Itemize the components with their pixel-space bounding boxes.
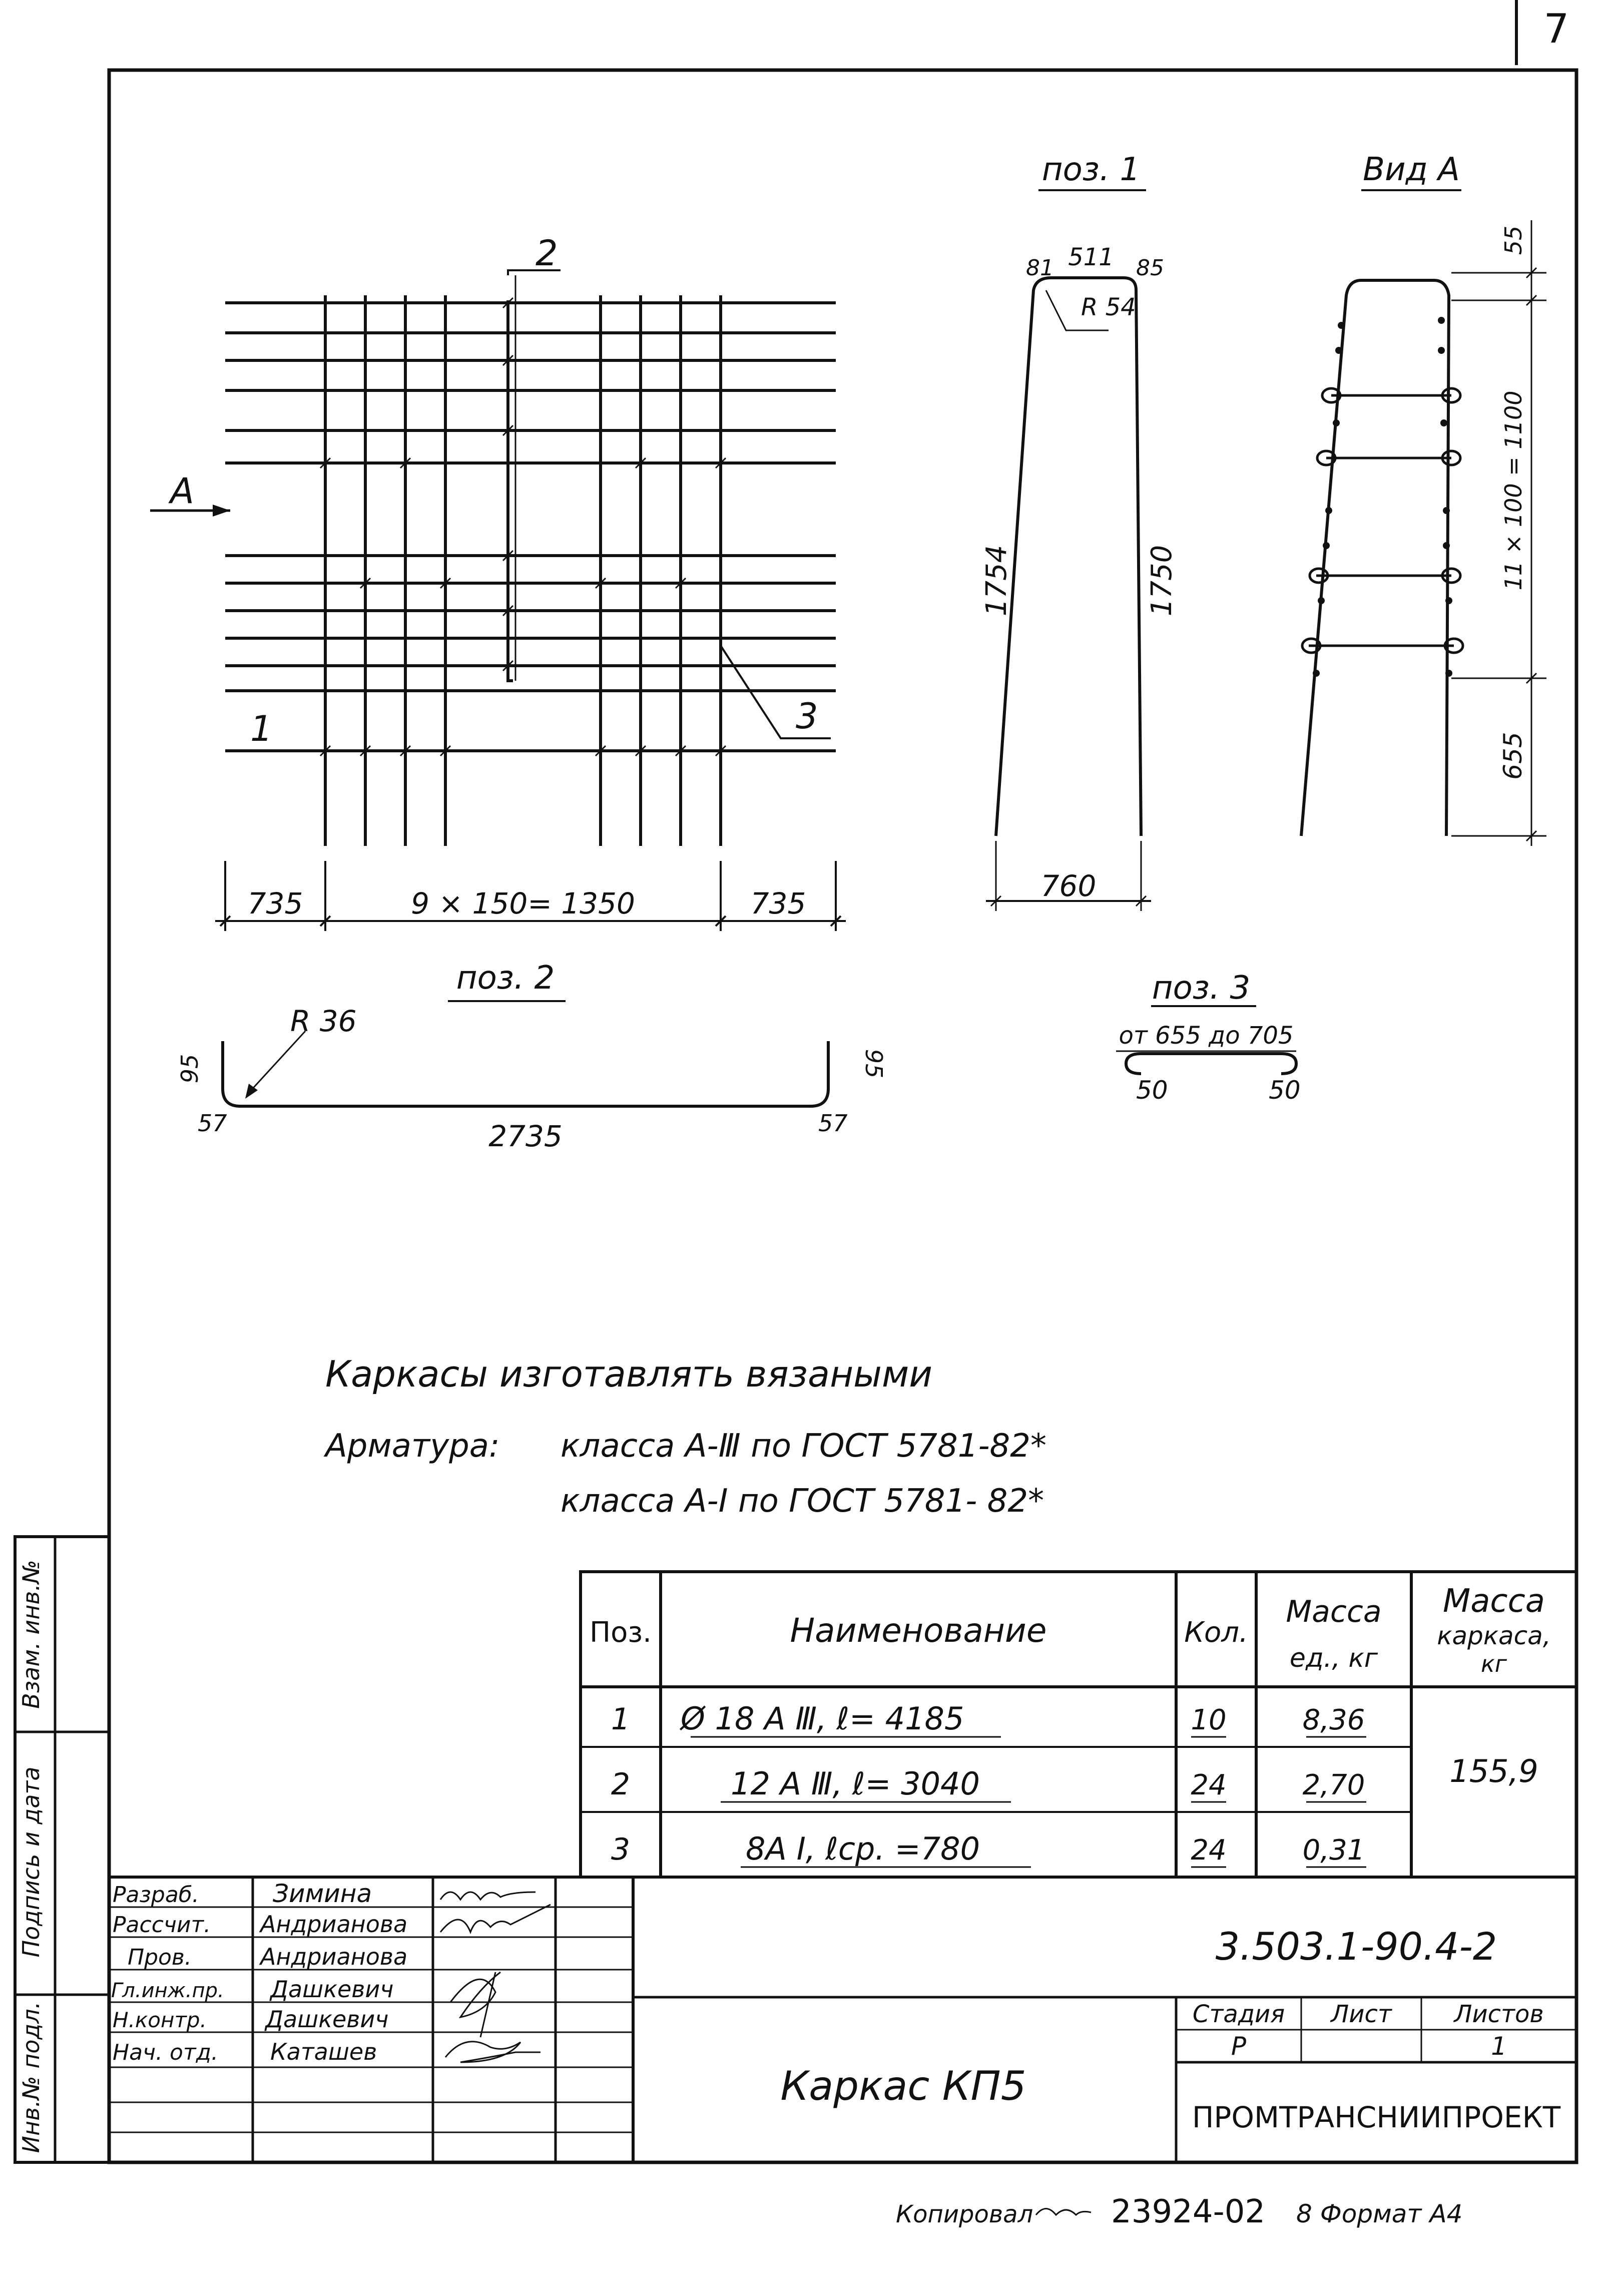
spec-header-frame-mass-sub: каркаса, bbox=[1437, 1621, 1551, 1650]
name-5: Дашкевич bbox=[265, 2006, 389, 2033]
pos1-title: поз. 1 bbox=[1041, 151, 1141, 188]
copy-label: Копировал bbox=[896, 2200, 1033, 2228]
pos2-length: 2735 bbox=[488, 1119, 563, 1153]
sheet-title: Каркас КП5 bbox=[780, 2063, 1026, 2109]
view-a-bottom-dim: 655 bbox=[1498, 732, 1527, 780]
dim-right: 735 bbox=[750, 886, 806, 921]
pos1-top: 511 bbox=[1068, 243, 1114, 271]
mark-2-label: 2 bbox=[536, 233, 558, 274]
pos2-title: поз. 2 bbox=[456, 960, 555, 997]
spec-row-1-name: Ø 18 А Ⅲ, ℓ= 4185 bbox=[681, 1700, 964, 1737]
name-2: Андрианова bbox=[260, 1911, 408, 1938]
sheets-header: Листов bbox=[1454, 2000, 1544, 2028]
mesh-plan bbox=[150, 270, 846, 931]
note-armature-label: Арматура: bbox=[325, 1428, 500, 1465]
spec-header-frame-mass: Масса bbox=[1442, 1583, 1545, 1620]
spec-header-unit-mass: Масса bbox=[1286, 1594, 1382, 1629]
role-3: Пров. bbox=[128, 1945, 192, 1970]
pos3-right-hook: 50 bbox=[1269, 1076, 1301, 1105]
pos2-left-height: 95 bbox=[176, 1054, 203, 1084]
role-5: Н.контр. bbox=[113, 2008, 207, 2032]
pos3-left-hook: 50 bbox=[1136, 1076, 1168, 1105]
name-1: Зимина bbox=[273, 1879, 372, 1908]
copy-number: 23924-02 bbox=[1111, 2193, 1266, 2230]
page-number: 7 bbox=[1543, 6, 1569, 52]
role-2: Рассчит. bbox=[113, 1912, 211, 1938]
spec-row-1-qty: 10 bbox=[1191, 1704, 1227, 1736]
signature-marks bbox=[440, 1892, 551, 2062]
sheet-code: 3.503.1-90.4-2 bbox=[1215, 1924, 1497, 1969]
side-stamp-inv-sub: Взам. инв.№ bbox=[18, 1560, 45, 1709]
view-a-title: Вид А bbox=[1363, 151, 1460, 188]
view-a-top-dim: 55 bbox=[1500, 225, 1527, 255]
spec-row-1-pos: 1 bbox=[611, 1702, 631, 1737]
name-3: Андрианова bbox=[260, 1943, 408, 1970]
note-line-2: класса А-Ⅲ по ГОСТ 5781-82* bbox=[561, 1428, 1046, 1465]
arrow-a-label: А bbox=[170, 471, 194, 512]
format-label: 8 Формат А4 bbox=[1296, 2199, 1463, 2228]
pos2-right-height: 95 bbox=[860, 1049, 887, 1079]
pos2-right-corner: 57 bbox=[818, 1110, 848, 1137]
role-4: Гл.инж.пр. bbox=[111, 1979, 224, 2002]
pos1-bottom: 760 bbox=[1040, 869, 1097, 903]
role-1: Разраб. bbox=[113, 1882, 199, 1908]
side-stamp-inv-orig: Инв.№ подл. bbox=[18, 2001, 45, 2153]
note-line-3: класса А-Ⅰ по ГОСТ 5781- 82* bbox=[561, 1483, 1044, 1520]
spec-row-2-qty: 24 bbox=[1191, 1769, 1227, 1801]
mark-3-label: 3 bbox=[796, 696, 818, 737]
role-6: Нач. отд. bbox=[113, 2040, 218, 2065]
pos3-range: от 655 до 705 bbox=[1119, 1022, 1294, 1050]
organization-name: ПРОМТРАНСНИИПРОЕКТ bbox=[1192, 2100, 1561, 2134]
pos2-radius: R 36 bbox=[290, 1004, 357, 1038]
spec-row-2-pos: 2 bbox=[611, 1767, 631, 1802]
name-4: Дашкевич bbox=[270, 1976, 394, 2003]
spec-header-unit-mass-sub: ед., кг bbox=[1289, 1643, 1378, 1673]
pos1-radius: R 54 bbox=[1081, 293, 1136, 321]
mark-1-label: 1 bbox=[250, 708, 273, 749]
pos2-left-corner: 57 bbox=[198, 1110, 227, 1137]
pos3-title: поз. 3 bbox=[1152, 970, 1251, 1007]
sheets-value: 1 bbox=[1491, 2032, 1507, 2061]
pos1-top-right: 85 bbox=[1136, 255, 1164, 281]
dim-left: 735 bbox=[247, 886, 303, 921]
spec-header-name: Наименование bbox=[790, 1611, 1047, 1650]
spec-header-frame-mass-unit: кг bbox=[1481, 1650, 1507, 1677]
note-line-1: Каркасы изготавлять вязаными bbox=[325, 1353, 933, 1395]
pos1-left-leg: 1754 bbox=[980, 545, 1013, 617]
spec-row-3-mass: 0,31 bbox=[1302, 1834, 1365, 1867]
spec-header-qty: Кол. bbox=[1184, 1616, 1248, 1649]
name-6: Каташев bbox=[270, 2038, 377, 2065]
sheet-header: Лист bbox=[1331, 2000, 1392, 2028]
dim-middle: 9 × 150= 1350 bbox=[411, 886, 635, 921]
side-stamp-sign-date: Подпись и дата bbox=[18, 1766, 45, 1958]
spec-row-3-pos: 3 bbox=[611, 1832, 631, 1867]
spec-header-pos: Поз. bbox=[590, 1616, 652, 1649]
stage-value: Р bbox=[1231, 2032, 1247, 2061]
pos1-right-leg: 1750 bbox=[1146, 545, 1178, 617]
spec-row-3-qty: 24 bbox=[1191, 1834, 1227, 1867]
spec-row-1-mass: 8,36 bbox=[1302, 1704, 1365, 1736]
spec-row-2-name: 12 А Ⅲ, ℓ= 3040 bbox=[731, 1765, 980, 1802]
spec-total-mass: 155,9 bbox=[1449, 1753, 1538, 1789]
view-a-mid-dim: 11 × 100 = 1100 bbox=[1500, 390, 1527, 591]
stage-header: Стадия bbox=[1192, 2000, 1285, 2028]
spec-row-2-mass: 2,70 bbox=[1302, 1769, 1365, 1801]
copy-signature bbox=[1036, 2209, 1091, 2215]
pos1-top-left: 81 bbox=[1026, 255, 1054, 281]
spec-row-3-name: 8А Ⅰ, ℓср. =780 bbox=[746, 1830, 980, 1867]
